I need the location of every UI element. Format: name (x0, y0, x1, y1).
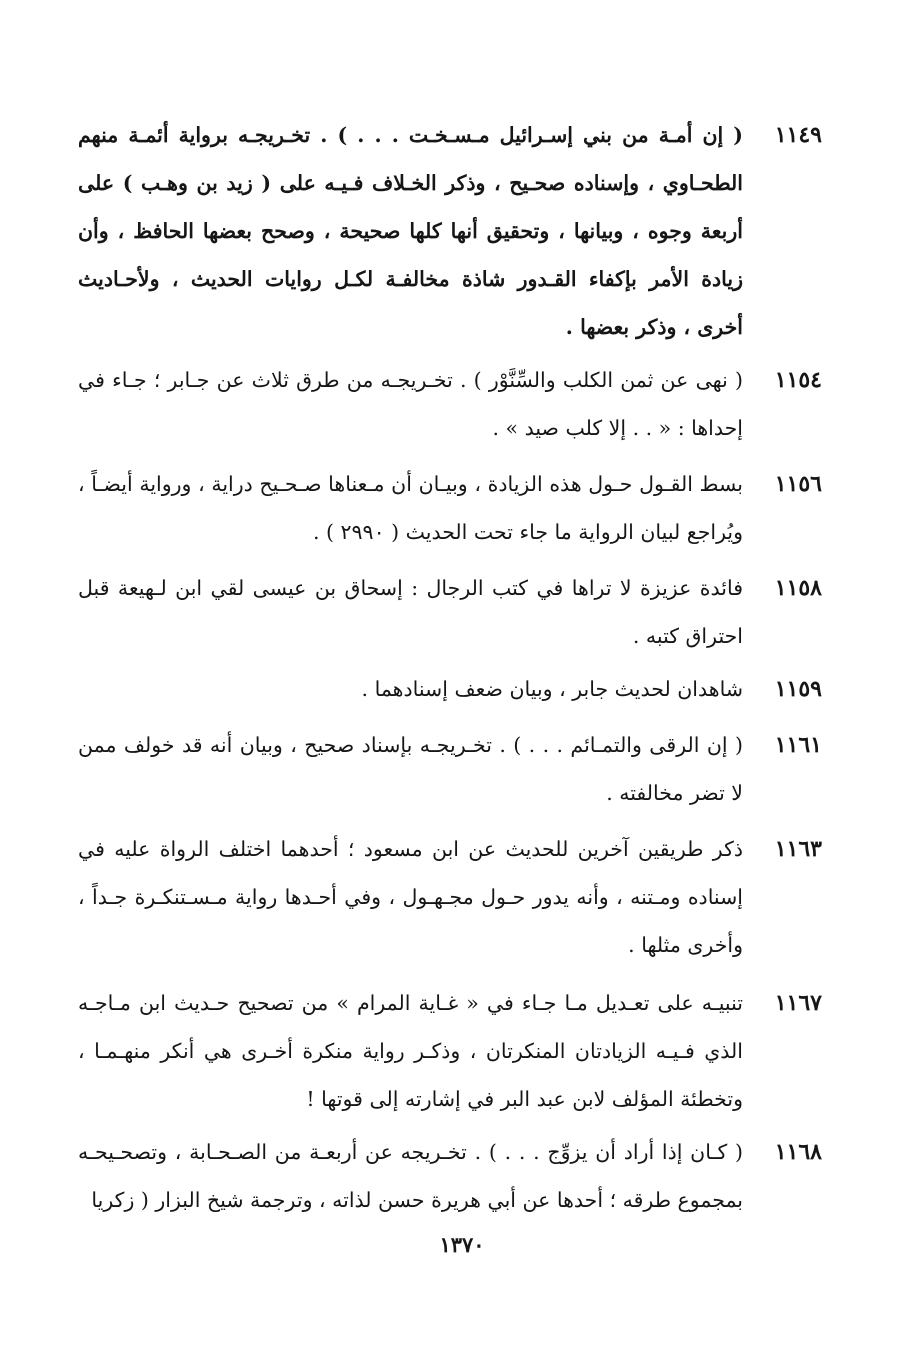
entry-number: ١١٦٣ (774, 836, 822, 862)
index-entry-1158 (78, 564, 822, 660)
entry-text: شاهدان لحديث جابر ، وبيان ضعف إسنادهما . (361, 677, 743, 701)
entry-number: ١١٥٩ (774, 676, 822, 702)
index-entry-1161 (78, 721, 822, 817)
entry-text: ( كـان إذا أراد أن يزوِّج . . . ) . تخـريجه عن أربعـة من الصـحـابة ، وتصحـيحـه بمجموع طرقه ؛ أحدها عن أبي هريرة حسن لذاته ، وترجمة شيخ البزار ( زكريا (78, 1140, 743, 1212)
entry-number: ١١٦٨ (774, 1139, 822, 1165)
index-entry-1168 (78, 1128, 822, 1224)
index-entry-1167 (78, 979, 822, 1123)
entry-number: ١١٥٤ (774, 367, 822, 393)
entry-text: بسط القـول حـول هذه الزيادة ، وبيـان أن مـعناها صـحـيح دراية ، ورواية أيضـاً ، ويُراجع لبيان الرواية ما جاء تحت الحديث ( ٢٩٩٠ ) . (78, 472, 743, 544)
index-entry-1149 (78, 111, 822, 351)
entry-text: تنبيـه على تعـديل مـا جـاء في « غـاية المرام » من تصحيح حـديث ابن مـاجـه الذي فـيـه الزيادتان المنكرتان ، وذكـر رواية منكرة أخـرى هي أنكر منهـمـا ، وتخطئة المؤلف لابن عبد البر في إشارته إلى قوتها ! (78, 991, 743, 1111)
index-entry-1163 (78, 825, 822, 969)
entry-number: ١١٥٨ (774, 575, 822, 601)
entry-number: ١١٤٩ (774, 122, 822, 148)
entry-text: ( إن أمـة من بني إسـرائيل مـسـخـت . . . ) . تخـريجـه برواية أئمـة منهم الطحـاوي ، وإسناده صحـيح ، وذكر الخـلاف فـيـه على ( زيد بن وهـب ) على أربعة وجوه ، وبيانها ، وتحقيق أنها كلها صحيحة ، وصحح بعضها الحافظ ، وأن زيادة الأمر بإكفاء القـدور شاذة مخالفـة لكـل روايات الحديث ، ولأحـاديث أخرى ، وذكر بعضها . (78, 123, 743, 339)
entry-number: ١١٥٦ (774, 471, 822, 497)
entry-text: ( نهى عن ثمن الكلب والسِّنَّوْر ) . تخـريجـه من طرق ثلاث عن جـابر ؛ جـاء في إحداها : « . . إلا كلب صيد » . (78, 368, 743, 440)
entry-text: ( إن الرقى والتمـائم . . . ) . تخـريجـه بإسناد صحيح ، وبيان أنه قد خولف ممن لا تضر مخالفته . (78, 733, 743, 805)
entry-number: ١١٦٧ (774, 990, 822, 1016)
entry-number: ١١٦١ (774, 732, 822, 758)
entry-text: فائدة عزيزة لا تراها في كتب الرجال : إسحاق بن عيسى لقي ابن لـهيعة قبل احتراق كتبه . (78, 576, 743, 648)
index-entry-1156 (78, 460, 822, 556)
index-entry-1159 (78, 665, 822, 713)
index-entry-1154 (78, 356, 822, 452)
page-number: ١٣٧٠ (439, 1232, 485, 1257)
entry-text: ذكر طريقين آخرين للحديث عن ابن مسعود ؛ أحدهما اختلف الرواة عليه في إسناده ومـتنه ، وأنه يدور حـول مجـهـول ، وفي أحـدها رواية مـسـتنكـرة جـداً ، وأخرى مثلها . (78, 837, 743, 957)
